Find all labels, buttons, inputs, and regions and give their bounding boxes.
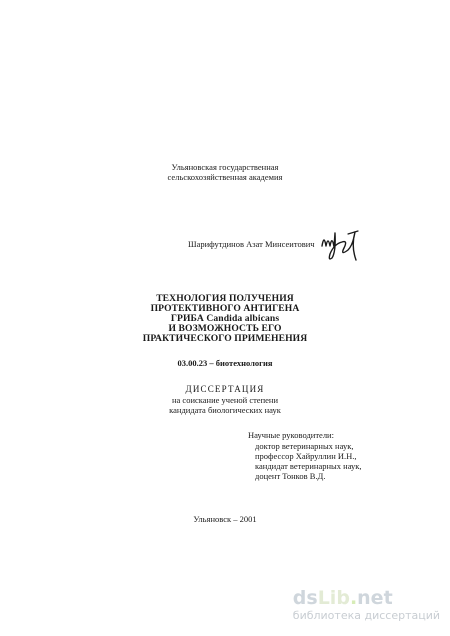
supervisor-line-4: доцент Тонков В.Д. bbox=[255, 471, 326, 481]
city-year: Ульяновск – 2001 bbox=[193, 514, 257, 524]
dslib-tagline: библиотека диссертаций bbox=[292, 609, 440, 622]
supervisor-line-1: доктор ветеринарных наук, bbox=[255, 441, 354, 451]
supervisor-line-2: профессор Хайруллин И.Н., bbox=[255, 451, 357, 461]
title-line-5: ПРАКТИЧЕСКОГО ПРИМЕНЕНИЯ bbox=[142, 333, 308, 344]
supervisor-line-3: кандидат ветеринарных наук, bbox=[255, 461, 362, 471]
institution-line-2: сельскохозяйственная академия bbox=[167, 172, 283, 182]
specialty-code: 03.00.23 – биотехнология bbox=[177, 358, 273, 368]
author-name: Шарифутдинов Азат Минсеитович bbox=[188, 239, 315, 249]
dslib-watermark bbox=[293, 588, 440, 622]
degree-line-2: кандидата биологических наук bbox=[169, 405, 281, 415]
title-line-2: ПРОТЕКТИВНОГО АНТИГЕНА bbox=[150, 303, 300, 314]
title-line-3: ГРИБА Candida albicans bbox=[170, 313, 280, 324]
supervisors-label: Научные руководители: bbox=[248, 430, 334, 440]
title-line-4: И ВОЗМОЖНОСТЬ ЕГО bbox=[168, 323, 282, 334]
signature-image bbox=[318, 226, 364, 264]
document-type: ДИССЕРТАЦИЯ bbox=[185, 384, 265, 394]
dslib-logo: dsLib.net bbox=[292, 587, 393, 609]
institution-line-1: Ульяновская государственная bbox=[171, 162, 279, 172]
degree-line-1: на соискание ученой степени bbox=[171, 395, 278, 405]
title-line-1: ТЕХНОЛОГИЯ ПОЛУЧЕНИЯ bbox=[156, 293, 294, 304]
